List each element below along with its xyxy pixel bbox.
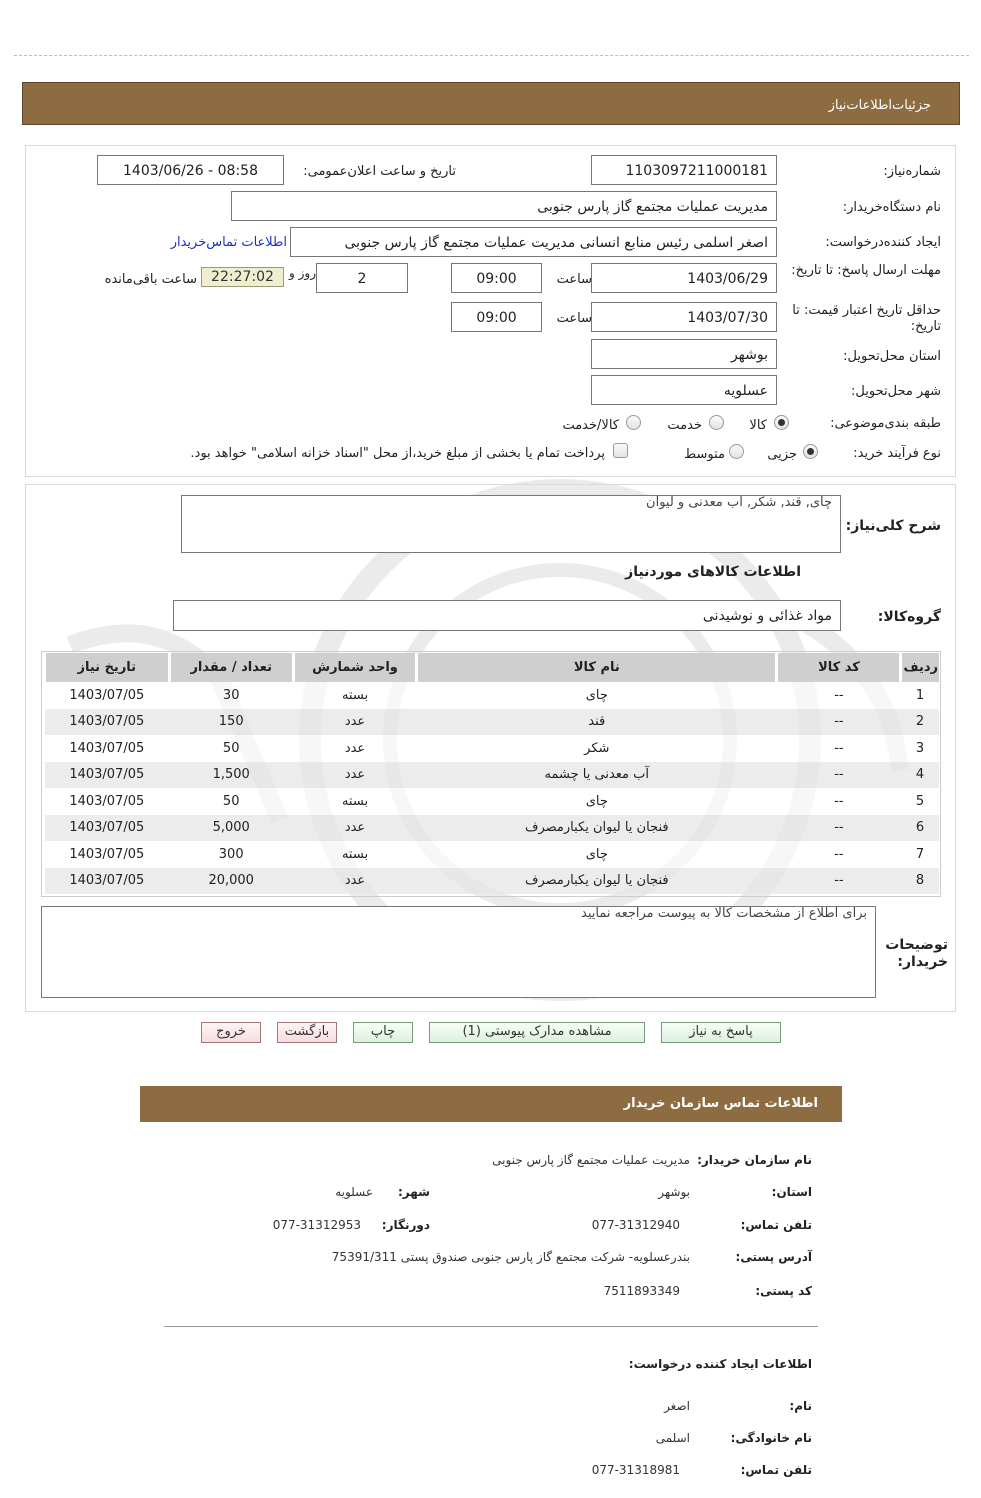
cell-unit: بسته [293, 841, 416, 868]
contact-fax-label: دورنگار: [381, 1218, 430, 1232]
process-radio-medium[interactable] [729, 444, 744, 459]
cell-row: 7 [901, 841, 939, 868]
province-label: استان محل‌تحویل: [843, 349, 941, 364]
creator-phone: 077-31318981 [591, 1463, 680, 1477]
cell-name: چای [417, 841, 777, 868]
cell-name: آب معدنی یا چشمه [417, 762, 777, 789]
table-row [45, 841, 940, 868]
process-option-minor: جزیی [767, 447, 797, 462]
creator-last-name: اسلمی [655, 1431, 690, 1445]
items-table [43, 653, 939, 894]
category-radio-goods-service[interactable] [626, 415, 641, 430]
cell-name: چای [417, 682, 777, 709]
col-row: ردیف [901, 653, 939, 682]
cell-date: 1403/07/05 [45, 815, 170, 842]
announce-label: تاریخ و ساعت اعلان‌عمومی: [303, 164, 456, 179]
cell-date: 1403/07/05 [45, 682, 170, 709]
deadline-label [791, 263, 941, 279]
cell-date: 1403/07/05 [45, 709, 170, 736]
contact-postal: 7511893349 [603, 1284, 680, 1298]
cell-row: 8 [901, 868, 939, 895]
col-qty: تعداد / مقدار [169, 653, 293, 682]
category-radio-goods[interactable] [774, 415, 789, 430]
process-radio-minor[interactable] [803, 444, 818, 459]
top-divider [14, 55, 969, 56]
creator-field: اصغر اسلمی رئیس منابع انسانی مدیریت عملیات مجتمع گاز پارس جنوبی [290, 227, 777, 257]
need-number-field: 1103097211000181 [591, 155, 777, 185]
cell-unit: بسته [293, 682, 416, 709]
creator-label: ایجاد کننده‌درخواست: [825, 235, 941, 250]
cell-qty: 300 [169, 841, 293, 868]
buyer-notes-label [868, 937, 948, 971]
contact-address-label: آدرس پستی: [735, 1250, 812, 1264]
col-unit: واحد شمارش [293, 653, 416, 682]
need-number-label: شماره‌نیاز: [883, 164, 941, 179]
deadline-label-text: مهلت ارسال پاسخ: تا تاریخ: [791, 263, 941, 278]
cell-date: 1403/07/05 [45, 841, 170, 868]
exit-button[interactable]: خروج [201, 1022, 261, 1043]
print-button[interactable]: چاپ [353, 1022, 413, 1043]
contact-province: بوشهر [658, 1185, 690, 1199]
days-field: 2 [316, 263, 408, 293]
cell-code: -- [777, 788, 901, 815]
cell-name: فنجان یا لیوان یکبارمصرف [417, 815, 777, 842]
remaining-timer: 22:27:02 [201, 267, 284, 287]
buyer-contact-link[interactable]: اطلاعات تماس‌خریدار [170, 235, 287, 250]
cell-qty: 30 [169, 682, 293, 709]
cell-name: قند [417, 709, 777, 736]
buyer-org-field: مدیریت عملیات مجتمع گاز پارس جنوبی [231, 191, 777, 221]
cell-name: شکر [417, 735, 777, 762]
contact-postal-label: کد پستی: [755, 1284, 812, 1298]
cell-name: چای [417, 788, 777, 815]
announce-field: 1403/06/26 - 08:58 [97, 155, 284, 185]
cell-qty: 5,000 [169, 815, 293, 842]
contact-org-label: نام سازمان خریدار: [697, 1153, 812, 1167]
category-option-goods: کالا [749, 418, 767, 433]
days-label: روز و [289, 266, 316, 280]
cell-unit: عدد [293, 868, 416, 895]
cell-row: 4 [901, 762, 939, 789]
cell-qty: 50 [169, 788, 293, 815]
page-header [22, 82, 960, 125]
cell-code: -- [777, 709, 901, 736]
creator-last-name-label: نام خانوادگی: [730, 1431, 812, 1445]
cell-qty: 20,000 [169, 868, 293, 895]
summary-label: شرح کلی‌نیاز: [845, 518, 941, 534]
cell-unit: بسته [293, 788, 416, 815]
remaining-label: ساعت باقی‌مانده [104, 272, 197, 287]
contact-divider [164, 1326, 818, 1327]
contact-province-label: استان: [771, 1185, 812, 1199]
contact-phone: 077-31312940 [591, 1218, 680, 1232]
deadline-date-field: 1403/06/29 [591, 263, 777, 293]
table-header-row [45, 653, 940, 682]
deadline-time-field: 09:00 [451, 263, 542, 293]
buyer-notes-label-text: توضیحات خریدار: [885, 937, 948, 970]
cell-code: -- [777, 815, 901, 842]
back-button[interactable]: بازگشت [277, 1022, 337, 1043]
creator-first-name: اصغر [664, 1399, 690, 1413]
col-code: کد کالا [777, 653, 901, 682]
province-field: بوشهر [591, 339, 777, 369]
cell-unit: عدد [293, 762, 416, 789]
cell-qty: 1,500 [169, 762, 293, 789]
contact-org: مدیریت عملیات مجتمع گاز پارس جنوبی [492, 1153, 690, 1167]
contact-phone-label: تلفن تماس: [740, 1218, 812, 1232]
contact-address: بندرعسلویه- شرکت مجتمع گاز پارس جنوبی صندوق پستی 75391/311 [331, 1250, 690, 1264]
cell-unit: عدد [293, 735, 416, 762]
process-label: نوع فرآیند خرید: [853, 446, 941, 461]
col-date: تاریخ نیاز [45, 653, 170, 682]
col-name: نام کالا [417, 653, 777, 682]
contact-fax: 077-31312953 [272, 1218, 361, 1232]
cell-code: -- [777, 841, 901, 868]
process-option-medium: متوسط [684, 447, 725, 462]
cell-row: 6 [901, 815, 939, 842]
table-row [45, 868, 940, 895]
cell-qty: 150 [169, 709, 293, 736]
cell-code: -- [777, 762, 901, 789]
group-field: مواد غذائی و نوشیدنی [173, 600, 841, 631]
buyer-notes-textarea: برای اطلاع از مشخصات کالا به پیوست مراجعه نمایید [41, 906, 876, 998]
cell-date: 1403/07/05 [45, 762, 170, 789]
reply-button[interactable]: پاسخ به نیاز [661, 1022, 781, 1043]
cell-code: -- [777, 735, 901, 762]
cell-row: 2 [901, 709, 939, 736]
cell-unit: عدد [293, 709, 416, 736]
city-field: عسلویه [591, 375, 777, 405]
table-row [45, 788, 940, 815]
category-option-service: خدمت [667, 418, 702, 433]
attachments-button[interactable]: مشاهده مدارک پیوستی (1) [429, 1022, 645, 1043]
table-row [45, 682, 940, 709]
cell-row: 5 [901, 788, 939, 815]
creator-phone-label: تلفن تماس: [740, 1463, 812, 1477]
buyer-org-label: نام دستگاه‌خریدار: [842, 200, 941, 215]
summary-textarea: چای, قند, شکر, آب معدنی و لیوان [181, 495, 841, 553]
cell-unit: عدد [293, 815, 416, 842]
category-label: طبقه بندی‌موضوعی: [830, 416, 941, 431]
group-label: گروه‌کالا: [877, 609, 941, 625]
table-row [45, 735, 940, 762]
creator-first-name-label: نام: [789, 1399, 812, 1413]
cell-name: فنجان یا لیوان یکبارمصرف [417, 868, 777, 895]
cell-row: 3 [901, 735, 939, 762]
goods-info-title: اطلاعات کالاهای موردنیاز [625, 564, 801, 580]
deadline-time-label: ساعت [556, 272, 592, 287]
table-row [45, 709, 940, 736]
contact-city: عسلویه [335, 1185, 373, 1199]
category-radio-service[interactable] [709, 415, 724, 430]
validity-time-field: 09:00 [451, 302, 542, 332]
cell-date: 1403/07/05 [45, 735, 170, 762]
validity-label-text: حداقل تاریخ اعتبار قیمت: تا تاریخ: [792, 303, 941, 334]
cell-code: -- [777, 868, 901, 895]
cell-qty: 50 [169, 735, 293, 762]
treasury-checkbox[interactable] [613, 443, 628, 458]
validity-label [781, 303, 941, 335]
contact-city-label: شهر: [398, 1185, 430, 1199]
validity-time-label: ساعت [556, 311, 592, 326]
category-option-goods-service: کالا/خدمت [562, 418, 619, 433]
contact-header [140, 1086, 842, 1122]
buyer-contact-link-wrap [171, 235, 287, 250]
table-row [45, 762, 940, 789]
cell-date: 1403/07/05 [45, 868, 170, 895]
city-label: شهر محل‌تحویل: [851, 384, 941, 399]
validity-date-field: 1403/07/30 [591, 302, 777, 332]
creator-info-title: اطلاعات ایجاد کننده درخواست: [628, 1357, 812, 1371]
table-row [45, 815, 940, 842]
contact-title: اطلاعات تماس سازمان خریدار [623, 1096, 818, 1111]
treasury-note: پرداخت تمام یا بخشی از مبلغ خرید،از محل "اسناد خزانه اسلامی" خواهد بود. [190, 446, 605, 461]
cell-code: -- [777, 682, 901, 709]
cell-row: 1 [901, 682, 939, 709]
cell-date: 1403/07/05 [45, 788, 170, 815]
page-title: جزئیات‌اطلاعات‌نیاز [828, 98, 931, 113]
